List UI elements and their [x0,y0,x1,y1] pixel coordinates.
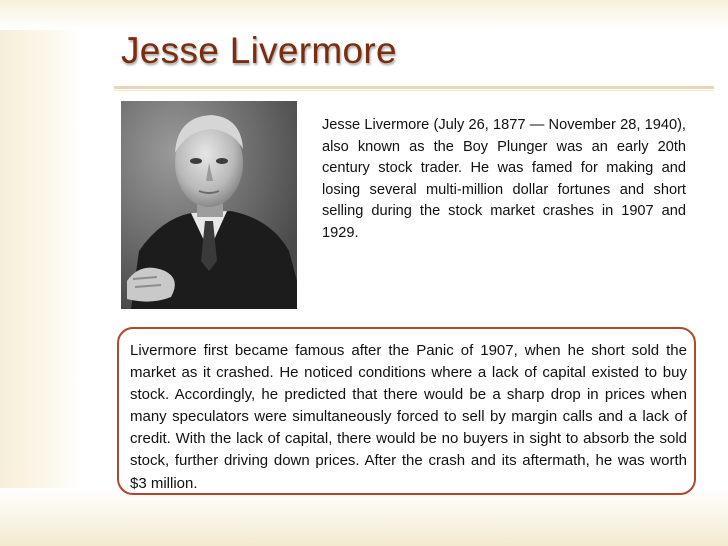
detail-paragraph: Livermore first became famous after the Panic of 1907, when he short sold the market as it crashed. He noticed conditions where a lack of capital existed to buy stock. Accordingly, he predicted that there would be a sharp drop in prices when many speculators were simultaneously forced to sell by margin calls and a lack of credit. With the lack of capital, there would be no buyers in sight to absorb the sold stock, further driving down prices. After the crash and its aftermath, he was worth $3 million. [130,342,687,492]
title-underline-shadow [114,90,714,91]
portrait-photo [121,101,297,309]
bio-paragraph: Jesse Livermore (July 26, 1877 — November 28, 1940), also known as the Boy Plunger was an early 20th century stock trader. He was famed for making and losing several multi-million dollar fortunes and short selling during the stock market crashes in 1907 and 1929. [322,117,686,241]
top-decor-band [0,0,728,30]
title-underline [114,86,714,89]
left-decor-band [0,0,82,546]
bottom-decor-band [0,488,728,546]
slide-title: Jesse Livermore [121,30,397,71]
